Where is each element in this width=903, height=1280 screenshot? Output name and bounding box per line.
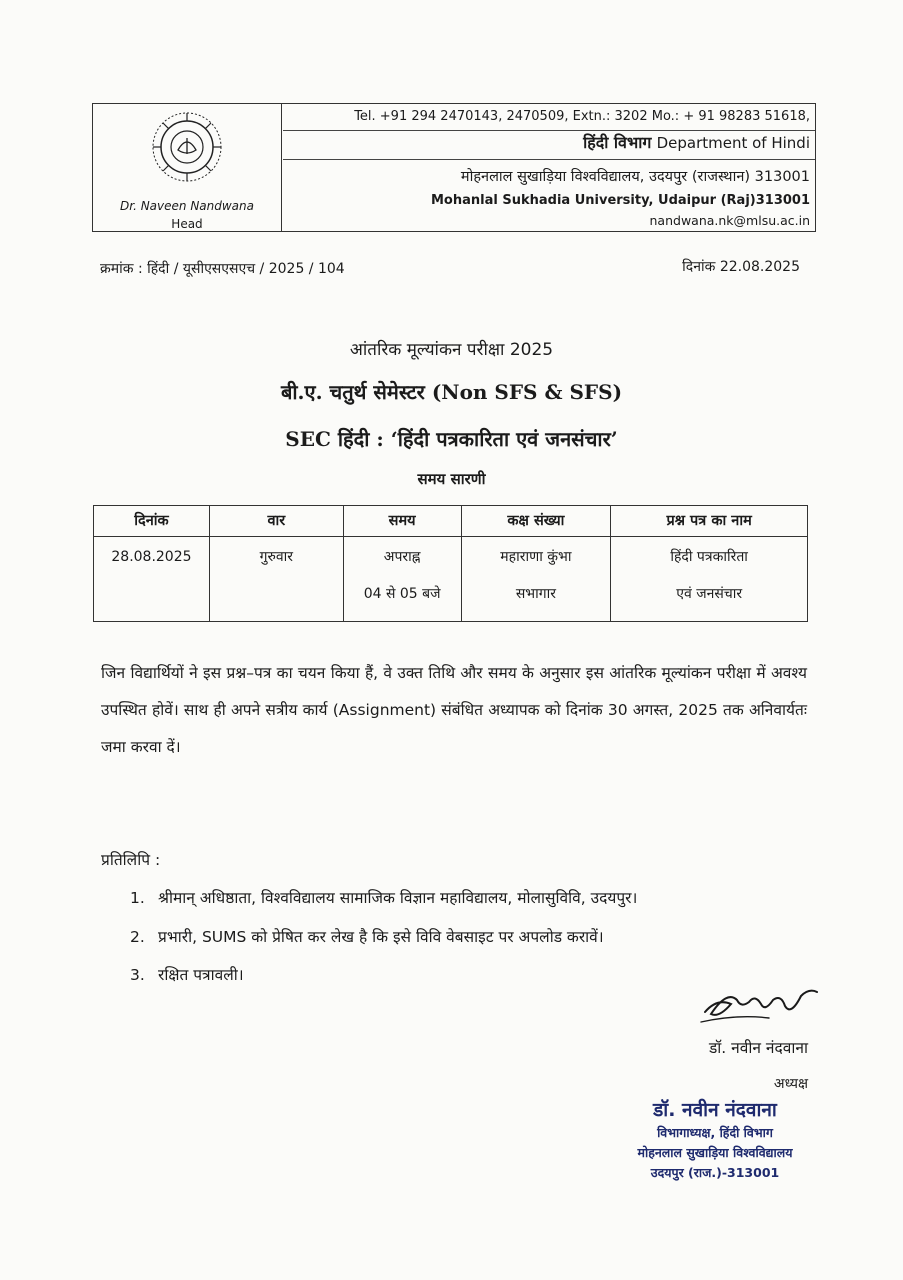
copy-label: प्रतिलिपि : [101, 851, 161, 869]
list-item [130, 925, 604, 947]
column-header: प्रश्न पत्र का नाम [611, 506, 808, 537]
cell-room-line1: महाराणा कुंभा [500, 549, 572, 565]
cell-time-line1: अपराह्न [383, 549, 421, 565]
cell-date-text: 28.08.2025 [111, 549, 192, 565]
list-item-text: रक्षित पत्रावली। [158, 966, 244, 984]
list-item-text: प्रभारी, SUMS को प्रेषित कर लेख है कि इसे विवि वेबसाइट पर अपलोड करावें। [158, 928, 604, 946]
table-header-row [94, 506, 808, 537]
list-item-number: 1. [130, 889, 145, 907]
cell-day-text: गुरुवार [259, 549, 293, 565]
department-line [583, 131, 810, 153]
list-item-number: 3. [130, 966, 145, 984]
column-header: कक्ष संख्या [461, 506, 611, 537]
department-hindi: हिंदी विभाग [583, 133, 652, 152]
letterhead-divider [283, 159, 815, 160]
reference-number: क्रमांक : हिंदी / यूसीएसएसएच / 2025 / 104 [100, 261, 345, 277]
university-hindi: मोहनलाल सुखाड़िया विश्वविद्यालय, उदयपुर (राजस्थान) 313001 [460, 169, 810, 185]
title-exam: आंतरिक मूल्यांकन परीक्षा 2025 [349, 340, 554, 360]
list-item [130, 963, 244, 985]
table-row [94, 537, 808, 622]
cell-date [94, 537, 210, 622]
cell-time [343, 537, 461, 622]
cell-time-line2: 04 से 05 बजे [363, 586, 441, 602]
stamp-line1: विभागाध्यक्ष, हिंदी विभाग [657, 1125, 773, 1140]
handwritten-signature [697, 978, 821, 1028]
signatory-name: डॉ. नवीन नंदवाना [708, 1039, 808, 1057]
title-timetable: समय सारणी [417, 470, 486, 488]
stamp-name: डॉ. नवीन नंदवाना [653, 1099, 777, 1121]
cell-paper [611, 537, 808, 622]
cell-room [461, 537, 611, 622]
list-item-text: श्रीमान् अधिष्ठाता, विश्वविद्यालय सामाजिक विज्ञान महाविद्यालय, मोलासुविवि, उदयपुर। [158, 889, 638, 907]
stamp-line3: उदयपुर (राज.)-313001 [650, 1165, 780, 1180]
university-english: Mohanlal Sukhadia University, Udaipur (Raj)313001 [431, 193, 810, 208]
contact-line: Tel. +91 294 2470143, 2470509, Extn.: 3202 Mo.: + 91 98283 51618, [354, 109, 810, 124]
list-item [130, 886, 637, 908]
official-stamp [605, 1097, 825, 1183]
signatory-role: अध्यक्ष [773, 1076, 808, 1092]
department-english: Department of Hindi [656, 134, 810, 152]
body-paragraph: जिन विद्यार्थियों ने इस प्रश्न–पत्र का चयन किया हैं, वे उक्त तिथि और समय के अनुसार इस आंतरिक मूल्यांकन परीक्षा में अवश्य उपस्थित होवें। साथ ही अपने सत्रीय कार्य (Assignment) संबंधित अध्यापक को दिनांक 30 अगस्त, 2025 तक अनिवार्यतः जमा करवा दें। [101, 664, 807, 756]
list-item-number: 2. [130, 928, 145, 946]
title-semester: बी.ए. चतुर्थ सेमेस्टर (Non SFS & SFS) [280, 380, 623, 404]
column-header: समय [343, 506, 461, 537]
schedule-table [93, 505, 808, 622]
title-subject: SEC हिंदी : ‘हिंदी पत्रकारिता एवं जनसंचार’ [285, 427, 618, 451]
column-header: वार [209, 506, 343, 537]
cell-paper-line2: एवं जनसंचार [676, 586, 743, 602]
head-name: Dr. Naveen Nandwana [120, 199, 254, 213]
cell-paper-line1: हिंदी पत्रकारिता [670, 549, 748, 565]
email-address: nandwana.nk@mlsu.ac.in [649, 213, 810, 228]
head-role: Head [171, 217, 203, 231]
cell-day [209, 537, 343, 622]
university-logo-icon [150, 110, 224, 184]
cell-room-line2: सभागार [515, 586, 556, 602]
column-header: दिनांक [94, 506, 210, 537]
stamp-line2: मोहनलाल सुखाड़िया विश्वविद्यालय [637, 1145, 793, 1160]
letter-date: दिनांक 22.08.2025 [682, 259, 800, 275]
